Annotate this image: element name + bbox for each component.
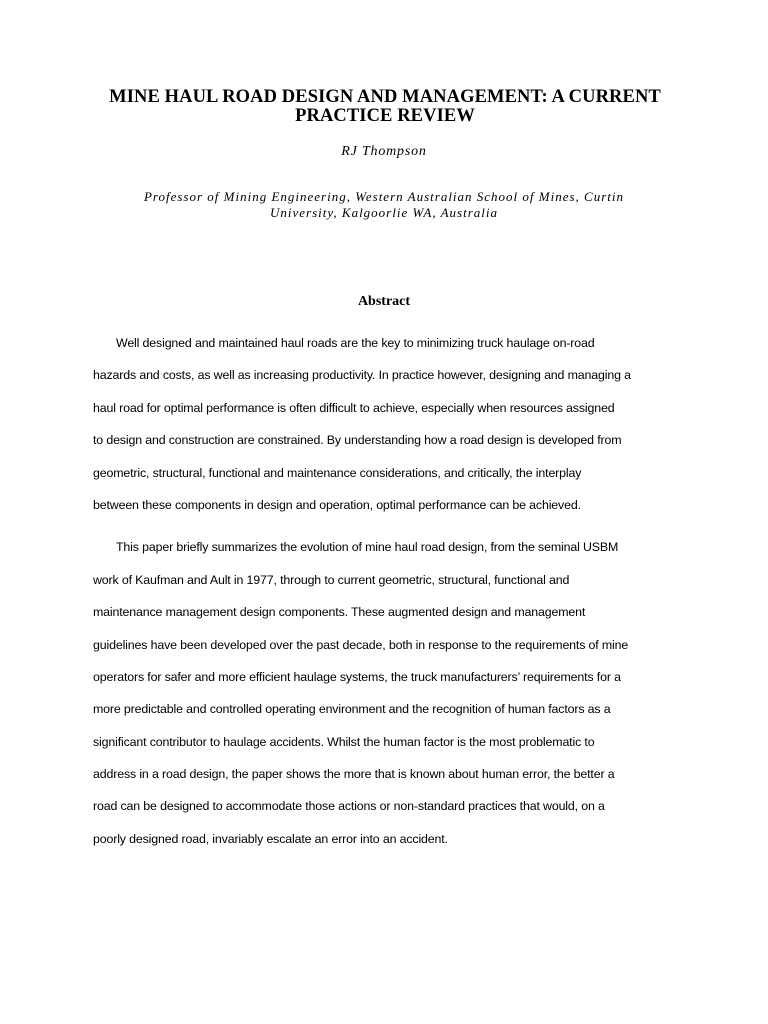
text-line: guidelines have been developed over the past decade, both in response to the requirements of mine [93,637,629,652]
author-affiliation: Professor of Mining Engineering, Western Australian School of Mines, Curtin University, Kalgoorlie WA, Australia [143,189,625,220]
text-line: work of Kaufman and Ault in 1977, through to current geometric, structural, functional and [93,572,570,587]
text-line: hazards and costs, as well as increasing productivity. In practice however, designing and managing a [93,368,631,383]
text-line: Well designed and maintained haul roads are the key to minimizing truck haulage on-road [116,336,595,350]
text-line: maintenance management design components. These augmented design and management [93,605,586,620]
text-line: address in a road design, the paper shows the more that is known about human error, the better a [93,767,615,782]
text-line: haul road for optimal performance is often difficult to achieve, especially when resources assigned [93,400,615,415]
author-name: RJ Thompson [341,144,427,159]
paragraph-gap [93,521,693,531]
text-line: road can be designed to accommodate those actions or non-standard practices that would, on a [93,799,605,814]
text-line: poorly designed road, invariably escalate an error into an accident. [93,831,448,846]
text-line: more predictable and controlled operating environment and the recognition of human factors as a [93,702,611,717]
paper-title: MINE HAUL ROAD DESIGN AND MANAGEMENT: A CURRENT PRACTICE REVIEW [109,87,661,126]
text-line: operators for safer and more efficient haulage systems, the truck manufacturers’ requirements for a [93,669,621,684]
abstract-body [93,327,693,855]
text-line: significant contributor to haulage accidents. Whilst the human factor is the most problematic to [93,734,595,749]
abstract-paragraph [93,531,693,855]
abstract-paragraph [93,327,693,521]
text-line: to design and construction are constrained. By understanding how a road design is developed from [93,433,622,448]
text-line: geometric, structural, functional and maintenance considerations, and critically, the interplay [93,465,582,480]
text-line: between these components in design and operation, optimal performance can be achieved. [93,497,581,512]
abstract-heading: Abstract [357,294,411,309]
text-line: This paper briefly summarizes the evolution of mine haul road design, from the seminal USBM [116,540,619,555]
